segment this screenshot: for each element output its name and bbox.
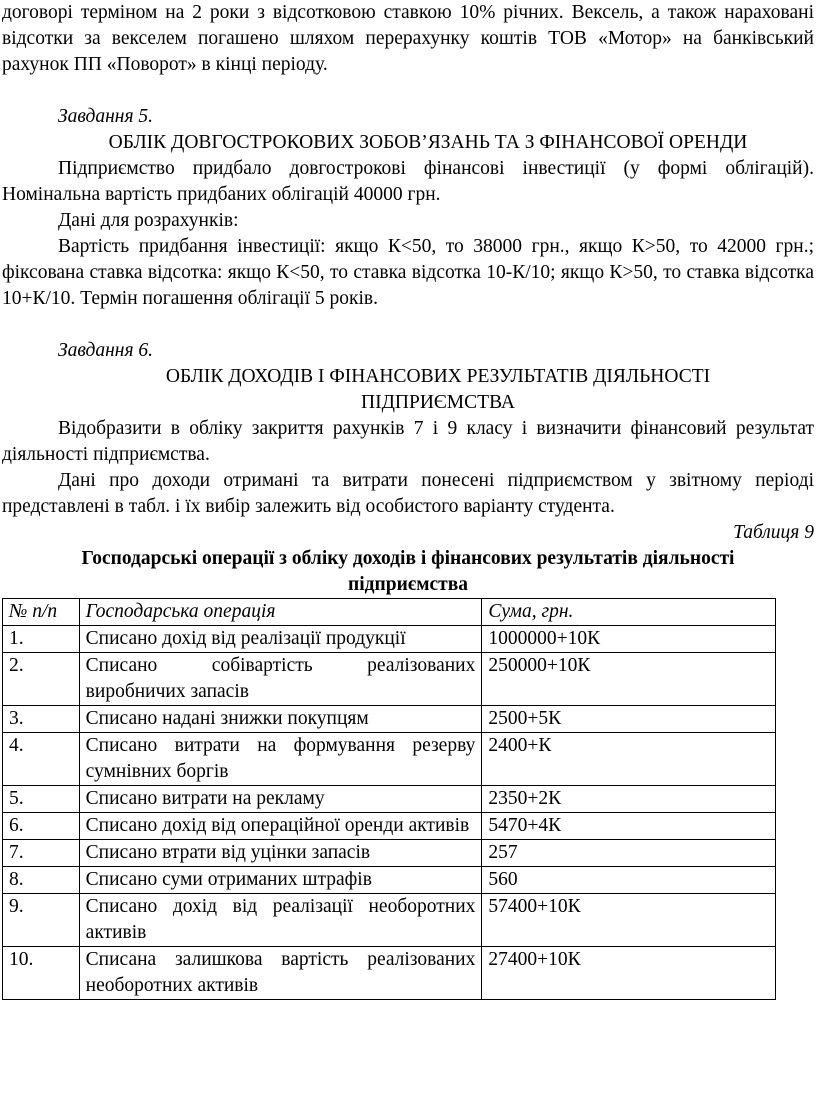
task5-label: Завдання 5. <box>58 106 154 127</box>
header-operation: Господарська операція <box>79 599 482 626</box>
table-row <box>3 947 776 1000</box>
operations-table <box>2 598 776 1000</box>
task6-heading: ОБЛІК ДОХОДІВ І ФІНАНСОВИХ РЕЗУЛЬТАТІВ ДІЯЛЬНОСТІ ПІДПРИЄМСТВА <box>165 366 711 413</box>
table-row <box>3 653 776 706</box>
row-amount: 2350+2К <box>482 786 776 813</box>
row-number: 4. <box>3 733 80 786</box>
table-row <box>3 867 776 894</box>
row-number: 1. <box>3 626 80 653</box>
row-operation: Списано дохід від реалізації необоротних активів <box>79 894 482 947</box>
row-operation: Списано надані знижки покупцям <box>79 706 482 733</box>
task5-paragraph-1: Підприємство придбало довгострокові фінансові інвестиції (у формі облігацій). Номінальна вартість придбаних облігацій 40000 грн. <box>2 158 814 205</box>
row-number: 8. <box>3 867 80 894</box>
row-amount: 27400+10К <box>482 947 776 1000</box>
row-number: 6. <box>3 813 80 840</box>
table-row <box>3 813 776 840</box>
table-header-row <box>3 599 776 626</box>
row-number: 2. <box>3 653 80 706</box>
task5-paragraph-2: Дані для розрахунків: <box>58 210 239 231</box>
row-number: 3. <box>3 706 80 733</box>
row-number: 10. <box>3 947 80 1000</box>
row-operation: Списано дохід від операційної оренди активів <box>79 813 482 840</box>
table-row <box>3 733 776 786</box>
row-operation: Списано втрати від уцінки запасів <box>79 840 482 867</box>
row-operation: Списано суми отриманих штрафів <box>79 867 482 894</box>
row-operation: Списано витрати на рекламу <box>79 786 482 813</box>
header-number: № п/п <box>3 599 80 626</box>
task6-label: Завдання 6. <box>58 340 154 361</box>
task6-paragraph-2: Дані про доходи отримані та витрати понесені підприємством у звітному періоді представлені в табл. і їх вибір залежить від особистого варіанту студента. <box>2 470 814 517</box>
row-amount: 2500+5К <box>482 706 776 733</box>
row-operation: Списано дохід від реалізації продукції <box>79 626 482 653</box>
header-amount: Сума, грн. <box>482 599 776 626</box>
row-amount: 5470+4К <box>482 813 776 840</box>
row-operation: Списано витрати на формування резерву сумнівних боргів <box>79 733 482 786</box>
table-row <box>3 626 776 653</box>
table-caption: Таблиця 9 <box>733 522 814 543</box>
row-number: 7. <box>3 840 80 867</box>
intro-paragraph: договорі терміном на 2 роки з відсотковою ставкою 10% річних. Вексель, а також нараховані відсотки за векселем погашено шляхом перерахунку коштів ТОВ «Мотор» на банківський рахунок ПП «Поворот» в кінці періоду. <box>2 2 814 75</box>
row-amount: 2400+К <box>482 733 776 786</box>
table-title: Господарські операції з обліку доходів і фінансових результатів діяльності підприємства <box>81 548 735 595</box>
row-amount: 1000000+10К <box>482 626 776 653</box>
task5-paragraph-3: Вартість придбання інвестиції: якщо К<50, то 38000 грн., якщо К>50, то 42000 грн.; фіксована ставка відсотка: якщо К<50, то ставка відсотка 10-К/10; якщо К>50, то ставка відсотка 10+К/10. Термін погашення облігації 5 років. <box>2 236 814 309</box>
row-amount: 560 <box>482 867 776 894</box>
row-amount: 257 <box>482 840 776 867</box>
task5-heading: ОБЛІК ДОВГОСТРОКОВИХ ЗОБОВ’ЯЗАНЬ ТА З ФІНАНСОВОЇ ОРЕНДИ <box>108 132 748 153</box>
table-row <box>3 894 776 947</box>
row-amount: 250000+10К <box>482 653 776 706</box>
row-number: 9. <box>3 894 80 947</box>
table-row <box>3 840 776 867</box>
table-row <box>3 786 776 813</box>
row-number: 5. <box>3 786 80 813</box>
table-row <box>3 706 776 733</box>
row-operation: Списано собівартість реалізованих виробничих запасів <box>79 653 482 706</box>
task6-paragraph-1: Відобразити в обліку закриття рахунків 7 і 9 класу і визначити фінансовий результат діяльності підприємства. <box>2 418 814 465</box>
row-operation: Списана залишкова вартість реалізованих необоротних активів <box>79 947 482 1000</box>
row-amount: 57400+10К <box>482 894 776 947</box>
